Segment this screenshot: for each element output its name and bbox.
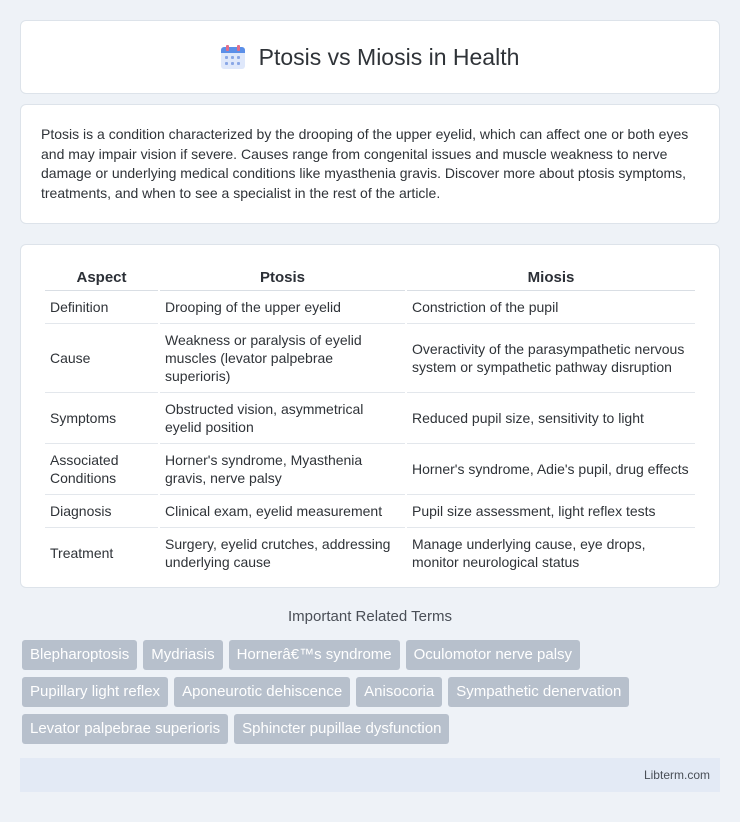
table-cell: Constriction of the pupil	[407, 291, 695, 324]
table-row	[45, 291, 695, 324]
footer	[20, 758, 720, 792]
table-cell: Diagnosis	[45, 495, 158, 528]
related-term-tag[interactable]: Hornerâ€™s syndrome	[229, 640, 400, 670]
related-term-tag[interactable]: Levator palpebrae superioris	[22, 714, 228, 744]
table-cell: Cause	[45, 324, 158, 393]
related-term-tag[interactable]: Oculomotor nerve palsy	[406, 640, 580, 670]
table-cell: Definition	[45, 291, 158, 324]
related-term-tag[interactable]: Pupillary light reflex	[22, 677, 168, 707]
table-cell: Reduced pupil size, sensitivity to light	[407, 393, 695, 444]
intro-text: Ptosis is a condition characterized by the drooping of the upper eyelid, which can affect one or both eyes and may impair vision if severe. Causes range from congenital issues and muscle weakness to nerve damage or underlying medical conditions like myasthenia gravis. Discover more about ptosis symptoms, treatments, and when to see a specialist in the rest of the article.	[41, 126, 689, 201]
table-cell: Surgery, eyelid crutches, addressing underlying cause	[165, 536, 391, 570]
related-terms-list	[22, 640, 722, 744]
table-cell: Drooping of the upper eyelid	[160, 291, 405, 324]
table-row	[45, 495, 695, 528]
related-term-tag[interactable]: Mydriasis	[143, 640, 222, 670]
page-header	[20, 20, 720, 94]
table-row	[45, 528, 695, 578]
table-cell: Associated Conditions	[45, 444, 158, 495]
table-row	[45, 324, 695, 393]
related-term-tag[interactable]: Anisocoria	[356, 677, 442, 707]
comparison-card	[20, 244, 720, 588]
page-title: Ptosis vs Miosis in Health	[258, 43, 520, 70]
table-header-row	[45, 265, 695, 291]
related-term-tag[interactable]: Sympathetic denervation	[448, 677, 629, 707]
table-cell: Horner's syndrome, Adie's pupil, drug effects	[407, 444, 695, 495]
footer-link[interactable]: Libterm.com	[643, 768, 710, 782]
table-row	[45, 393, 695, 444]
related-term-tag[interactable]: Blepharoptosis	[22, 640, 137, 670]
table-cell: Horner's syndrome, Myasthenia gravis, nerve palsy	[160, 444, 405, 495]
table-row	[45, 444, 695, 495]
table-cell: Symptoms	[45, 393, 158, 444]
table-cell: Overactivity of the parasympathetic nervous system or sympathetic pathway disruption	[407, 324, 695, 393]
related-term-tag[interactable]: Aponeurotic dehiscence	[174, 677, 350, 707]
related-terms-title: Important Related Terms	[288, 608, 452, 625]
table-cell: Weakness or paralysis of eyelid muscles (levator palpebrae superioris)	[160, 324, 405, 393]
table-cell: Clinical exam, eyelid measurement	[160, 495, 405, 528]
comparison-table	[43, 265, 697, 578]
table-cell: Obstructed vision, asymmetrical eyelid position	[160, 393, 405, 444]
table-cell: Pupil size assessment, light reflex tests	[407, 495, 695, 528]
header-aspect: Aspect	[45, 265, 158, 291]
table-cell: Treatment	[50, 545, 114, 561]
header-miosis: Miosis	[407, 265, 695, 291]
table-cell: Manage underlying cause, eye drops, monitor neurological status	[412, 536, 646, 570]
intro-card	[20, 104, 720, 224]
calendar-icon	[221, 45, 245, 69]
related-term-tag[interactable]: Sphincter pupillae dysfunction	[234, 714, 449, 744]
header-ptosis: Ptosis	[160, 265, 405, 291]
